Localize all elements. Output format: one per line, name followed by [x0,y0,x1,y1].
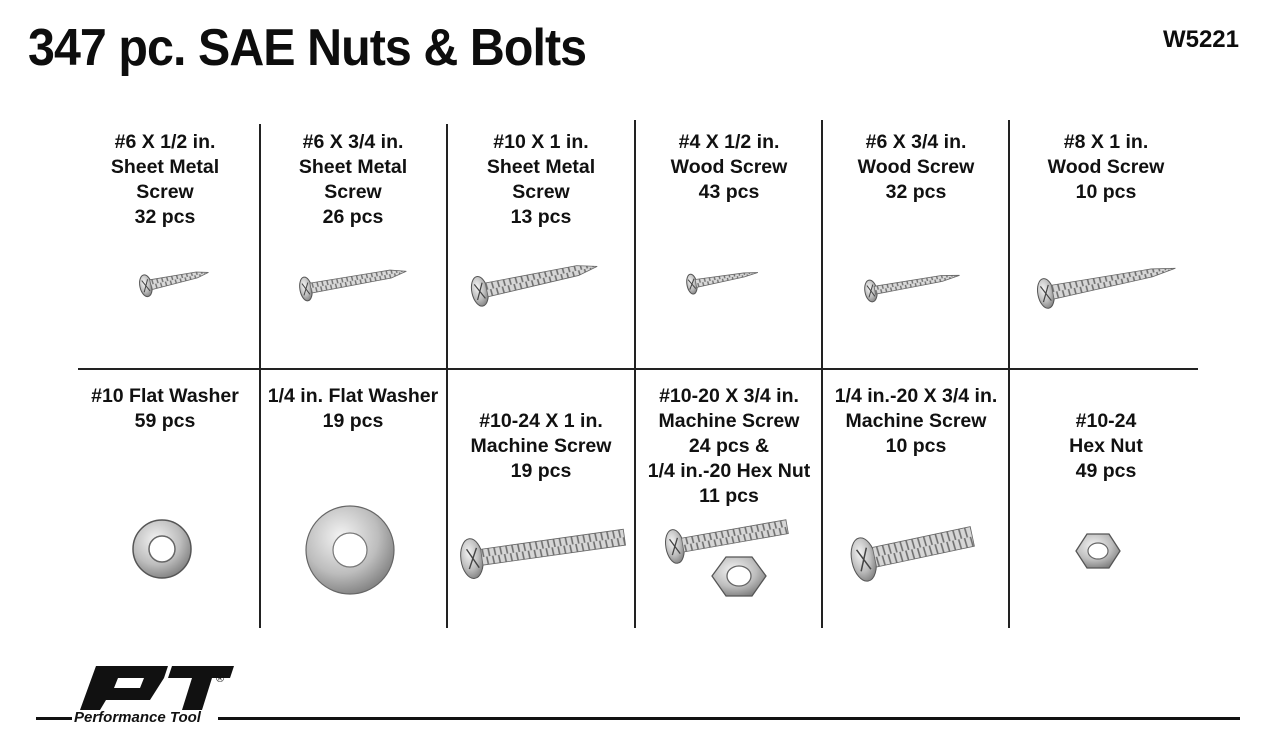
grid-divider-horizontal [78,368,1198,370]
item-cell [823,130,1009,205]
item-cell [636,130,822,205]
logo-wordmark: Performance Tool [74,709,201,726]
item-label: #8 X 1 in. Wood Screw 10 pcs [1047,131,1165,203]
parts-grid [78,118,1198,630]
item-cell [1010,130,1202,205]
item-label: #10-24 X 1 in. Machine Screw 19 pcs [470,410,612,482]
item-cell [1010,409,1202,484]
item-cell [68,130,262,230]
pt-logo-icon [80,666,234,710]
item-cell [628,384,830,509]
item-label: 1/4 in.-20 X 3/4 in. Machine Screw 10 pcs [834,385,998,457]
item-cell [260,130,446,230]
item-cell [68,384,262,434]
item-label: #10 X 1 in. Sheet Metal Screw 13 pcs [486,131,596,228]
item-label: #10 Flat Washer 59 pcs [91,385,239,432]
product-code: W5221 [1162,26,1239,53]
item-cell [448,409,634,484]
page-title: 347 pc. SAE Nuts & Bolts [28,19,587,77]
item-label: #6 X 3/4 in. Wood Screw 32 pcs [857,131,975,203]
item-label: #10-24 Hex Nut 49 pcs [1069,410,1143,482]
item-cell [260,384,446,434]
registered-mark: ® [216,673,225,685]
item-label: 1/4 in. Flat Washer 19 pcs [267,385,439,432]
item-label: #4 X 1/2 in. Wood Screw 43 pcs [670,131,788,203]
performance-tool-logo [36,660,1240,730]
item-label: #6 X 3/4 in. Sheet Metal Screw 26 pcs [298,131,408,228]
item-label: #10-20 X 3/4 in. Machine Screw 24 pcs & 1/4 in.-20 Hex Nut 11 pcs [647,385,811,507]
item-label: #6 X 1/2 in. Sheet Metal Screw 32 pcs [110,131,220,228]
item-cell [448,130,634,230]
item-cell [819,384,1013,459]
